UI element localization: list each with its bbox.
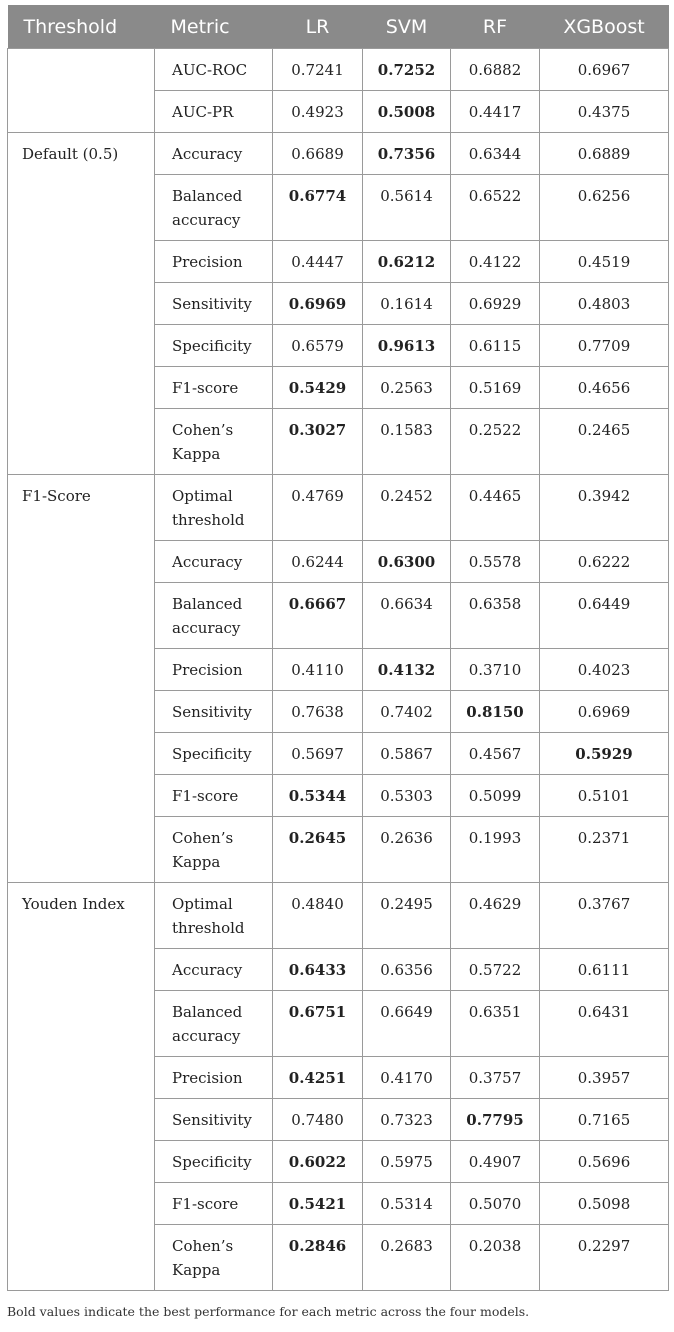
metric-cell: Specificity <box>155 325 273 367</box>
metric-cell: Accuracy <box>155 541 273 583</box>
value-cell: 0.2563 <box>363 367 451 409</box>
value-cell: 0.6431 <box>540 991 669 1057</box>
value-cell: 0.1614 <box>363 283 451 325</box>
table-row <box>8 475 669 541</box>
threshold-group-cell: Youden Index <box>8 883 155 1291</box>
value-cell: 0.7323 <box>363 1099 451 1141</box>
table-row <box>8 883 669 949</box>
metric-cell: Balanced accuracy <box>155 991 273 1057</box>
value-cell: 0.3710 <box>451 649 540 691</box>
value-cell: 0.6433 <box>273 949 363 991</box>
value-cell: 0.1993 <box>451 817 540 883</box>
value-cell: 0.2645 <box>273 817 363 883</box>
metric-cell: F1-score <box>155 367 273 409</box>
value-cell: 0.6244 <box>273 541 363 583</box>
value-cell: 0.5696 <box>540 1141 669 1183</box>
metric-cell: Cohen’s Kappa <box>155 409 273 475</box>
header-svm: SVM <box>363 5 451 49</box>
metric-cell: Optimal threshold <box>155 883 273 949</box>
metric-cell: F1-score <box>155 775 273 817</box>
value-cell: 0.6222 <box>540 541 669 583</box>
threshold-group-cell: F1-Score <box>8 475 155 883</box>
threshold-group-cell: Default (0.5) <box>8 133 155 475</box>
value-cell: 0.6300 <box>363 541 451 583</box>
value-cell: 0.3957 <box>540 1057 669 1099</box>
value-cell: 0.6579 <box>273 325 363 367</box>
value-cell: 0.2636 <box>363 817 451 883</box>
value-cell: 0.5070 <box>451 1183 540 1225</box>
table-row <box>8 133 669 175</box>
header-lr: LR <box>273 5 363 49</box>
value-cell: 0.6967 <box>540 49 669 91</box>
value-cell: 0.5008 <box>363 91 451 133</box>
value-cell: 0.6344 <box>451 133 540 175</box>
threshold-group-cell <box>8 49 155 133</box>
value-cell: 0.9613 <box>363 325 451 367</box>
value-cell: 0.4375 <box>540 91 669 133</box>
value-cell: 0.5421 <box>273 1183 363 1225</box>
metric-cell: Accuracy <box>155 133 273 175</box>
value-cell: 0.5578 <box>451 541 540 583</box>
value-cell: 0.4840 <box>273 883 363 949</box>
value-cell: 0.2846 <box>273 1225 363 1291</box>
value-cell: 0.7402 <box>363 691 451 733</box>
value-cell: 0.6022 <box>273 1141 363 1183</box>
results-table-container <box>7 5 668 1291</box>
value-cell: 0.5929 <box>540 733 669 775</box>
value-cell: 0.7356 <box>363 133 451 175</box>
metric-cell: Sensitivity <box>155 691 273 733</box>
table-footnote: Bold values indicate the best performance for each metric across the four models. <box>7 1304 530 1319</box>
metric-cell: AUC-ROC <box>155 49 273 91</box>
value-cell: 0.4656 <box>540 367 669 409</box>
header-metric: Metric <box>155 5 273 49</box>
metric-cell: Cohen’s Kappa <box>155 817 273 883</box>
value-cell: 0.6689 <box>273 133 363 175</box>
value-cell: 0.4567 <box>451 733 540 775</box>
value-cell: 0.6649 <box>363 991 451 1057</box>
value-cell: 0.5867 <box>363 733 451 775</box>
value-cell: 0.4769 <box>273 475 363 541</box>
value-cell: 0.7252 <box>363 49 451 91</box>
metric-cell: Balanced accuracy <box>155 583 273 649</box>
value-cell: 0.5697 <box>273 733 363 775</box>
value-cell: 0.4170 <box>363 1057 451 1099</box>
results-table <box>7 5 669 1291</box>
value-cell: 0.6751 <box>273 991 363 1057</box>
value-cell: 0.6882 <box>451 49 540 91</box>
value-cell: 0.4417 <box>451 91 540 133</box>
value-cell: 0.1583 <box>363 409 451 475</box>
value-cell: 0.2683 <box>363 1225 451 1291</box>
value-cell: 0.4519 <box>540 241 669 283</box>
value-cell: 0.4122 <box>451 241 540 283</box>
value-cell: 0.5722 <box>451 949 540 991</box>
value-cell: 0.6256 <box>540 175 669 241</box>
metric-cell: F1-score <box>155 1183 273 1225</box>
table-row <box>8 49 669 91</box>
value-cell: 0.2465 <box>540 409 669 475</box>
value-cell: 0.7795 <box>451 1099 540 1141</box>
metric-cell: Sensitivity <box>155 1099 273 1141</box>
value-cell: 0.5303 <box>363 775 451 817</box>
metric-cell: Accuracy <box>155 949 273 991</box>
header-threshold: Threshold <box>8 5 155 49</box>
value-cell: 0.5429 <box>273 367 363 409</box>
metric-cell: Sensitivity <box>155 283 273 325</box>
metric-cell: Precision <box>155 241 273 283</box>
value-cell: 0.3942 <box>540 475 669 541</box>
value-cell: 0.4447 <box>273 241 363 283</box>
value-cell: 0.7165 <box>540 1099 669 1141</box>
value-cell: 0.5101 <box>540 775 669 817</box>
value-cell: 0.6969 <box>540 691 669 733</box>
value-cell: 0.6111 <box>540 949 669 991</box>
value-cell: 0.7709 <box>540 325 669 367</box>
value-cell: 0.6522 <box>451 175 540 241</box>
value-cell: 0.6634 <box>363 583 451 649</box>
header-rf: RF <box>451 5 540 49</box>
value-cell: 0.4110 <box>273 649 363 691</box>
metric-cell: Precision <box>155 649 273 691</box>
metric-cell: Cohen’s Kappa <box>155 1225 273 1291</box>
value-cell: 0.2297 <box>540 1225 669 1291</box>
value-cell: 0.6889 <box>540 133 669 175</box>
value-cell: 0.6115 <box>451 325 540 367</box>
value-cell: 0.5098 <box>540 1183 669 1225</box>
value-cell: 0.5344 <box>273 775 363 817</box>
value-cell: 0.7638 <box>273 691 363 733</box>
value-cell: 0.4251 <box>273 1057 363 1099</box>
value-cell: 0.4132 <box>363 649 451 691</box>
value-cell: 0.6969 <box>273 283 363 325</box>
metric-cell: AUC-PR <box>155 91 273 133</box>
value-cell: 0.4465 <box>451 475 540 541</box>
header-xgboost: XGBoost <box>540 5 669 49</box>
value-cell: 0.2038 <box>451 1225 540 1291</box>
value-cell: 0.7480 <box>273 1099 363 1141</box>
value-cell: 0.7241 <box>273 49 363 91</box>
value-cell: 0.2495 <box>363 883 451 949</box>
value-cell: 0.6774 <box>273 175 363 241</box>
table-body <box>8 49 669 1291</box>
value-cell: 0.4803 <box>540 283 669 325</box>
metric-cell: Specificity <box>155 1141 273 1183</box>
value-cell: 0.2452 <box>363 475 451 541</box>
value-cell: 0.3027 <box>273 409 363 475</box>
value-cell: 0.2522 <box>451 409 540 475</box>
metric-cell: Specificity <box>155 733 273 775</box>
value-cell: 0.6358 <box>451 583 540 649</box>
value-cell: 0.6449 <box>540 583 669 649</box>
value-cell: 0.3757 <box>451 1057 540 1099</box>
value-cell: 0.5614 <box>363 175 451 241</box>
value-cell: 0.4907 <box>451 1141 540 1183</box>
value-cell: 0.5099 <box>451 775 540 817</box>
value-cell: 0.6351 <box>451 991 540 1057</box>
value-cell: 0.5975 <box>363 1141 451 1183</box>
value-cell: 0.5314 <box>363 1183 451 1225</box>
metric-cell: Optimal threshold <box>155 475 273 541</box>
value-cell: 0.5169 <box>451 367 540 409</box>
value-cell: 0.3767 <box>540 883 669 949</box>
value-cell: 0.4923 <box>273 91 363 133</box>
value-cell: 0.6356 <box>363 949 451 991</box>
value-cell: 0.4023 <box>540 649 669 691</box>
value-cell: 0.6667 <box>273 583 363 649</box>
metric-cell: Precision <box>155 1057 273 1099</box>
metric-cell: Balanced accuracy <box>155 175 273 241</box>
header-row <box>8 5 669 49</box>
value-cell: 0.2371 <box>540 817 669 883</box>
value-cell: 0.6212 <box>363 241 451 283</box>
value-cell: 0.4629 <box>451 883 540 949</box>
value-cell: 0.6929 <box>451 283 540 325</box>
value-cell: 0.8150 <box>451 691 540 733</box>
